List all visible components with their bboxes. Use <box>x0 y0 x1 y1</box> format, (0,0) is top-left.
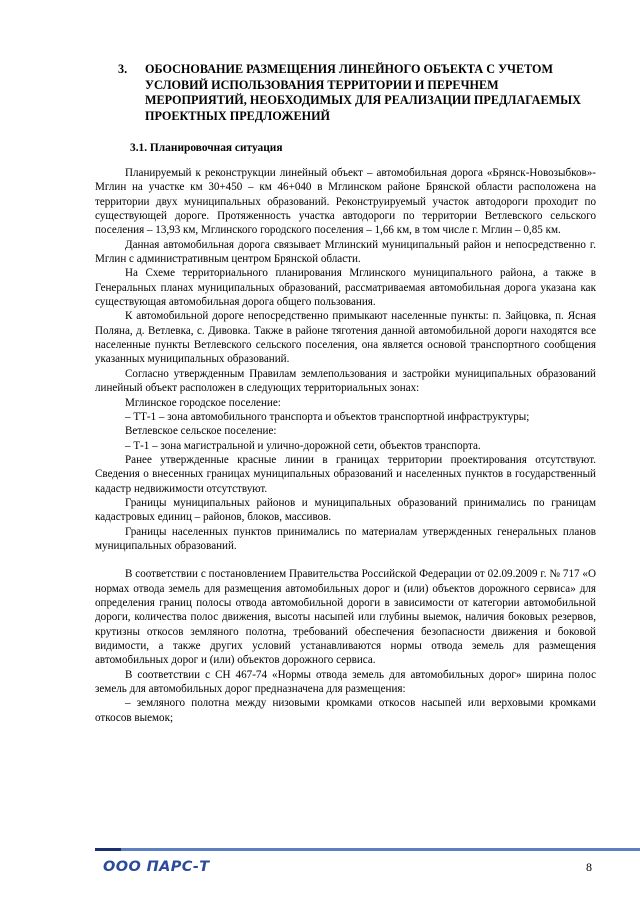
paragraph: Границы населенных пунктов принимались по материалам утвержденных генеральных планов муниципальных образований. <box>95 525 596 552</box>
section-number: 3. <box>118 62 128 76</box>
paragraph: Данная автомобильная дорога связывает Мглинский муниципальный район и непосредственно г. Мглин с административным центром Брянской области. <box>95 238 596 266</box>
paragraph: К автомобильной дороге непосредственно примыкают населенные пункты: п. Зайцовка, п. Ясная Поляна, д. Ветлевка, с. Дивовка. Также в районе тяготения данной автомобильной дороги находятся все населенные пункты Ветлевского сельского поселения, она является основой транспортного сообщения указанных муниципальных образований. <box>95 310 596 366</box>
paragraph: В соответствии с СН 467-74 «Нормы отвода земель для автомобильных дорог» ширина полос земель для автомобильных дорог предназначена для размещения: <box>95 668 596 696</box>
section-heading <box>118 62 588 124</box>
paragraph: Ветлевское сельское поселение: <box>125 425 277 438</box>
paragraph: Мглинское городское поселение: <box>125 396 281 409</box>
page-number: 8 <box>586 860 592 874</box>
paragraph: На Схеме территориального планирования Мглинского муниципального района, а также в Генеральных планах муниципальных образований, рассматриваемая автомобильная дорога указана как существующая автомобильная дорога общего пользования. <box>95 267 596 309</box>
body-text <box>95 166 596 725</box>
paragraph: В соответствии с постановлением Правительства Российской Федерации от 02.09.2009 г. № 717 «О нормах отвода земель для размещения автомобильных дорог и (или) объектов дорожного сервиса» для определения границ полосы отвода автомобильной дороги в зависимости от категории автомобильной дороги, количества полос движения, высоты насыпей или глубины выемок, наличия боковых резервов, крутизны откосов земляного полотна, требований обеспечения безопасности движения и боковой видимости, а также других условий устанавливаются нормы отвода земель для размещения автомобильных дорог и (или) объектов дорожного сервиса. <box>95 568 596 667</box>
section-title: ОБОСНОВАНИЕ РАЗМЕЩЕНИЯ ЛИНЕЙНОГО ОБЪЕКТА С УЧЕТОМ УСЛОВИЙ ИСПОЛЬЗОВАНИЯ ТЕРРИТОРИИ И ПЕРЕЧНЕМ МЕРОПРИЯТИЙ, НЕОБХОДИМЫХ ДЛЯ РЕАЛИЗАЦИИ ПРЕДЛАГАЕМЫХ ПРОЕКТНЫХ ПРЕДЛОЖЕНИЙ <box>145 62 581 123</box>
list-item: – земляного полотна между низовыми кромками откосов насыпей или верховыми кромками откосов выемок; <box>95 697 596 724</box>
paragraph: Ранее утвержденные красные линии в границах территории проектирования отсутствуют. Сведения о внесенных границах муниципальных образований и населенных пунктов в государственный кадастр недвижимости отсутствуют. <box>95 453 596 495</box>
paragraph: Границы муниципальных районов и муниципальных образований принимались по границам кадастровых единиц – районов, блоков, массивов. <box>95 496 596 524</box>
footer-divider-accent <box>95 848 121 851</box>
list-item: – ТТ-1 – зона автомобильного транспорта и объектов транспортной инфраструктуры; <box>125 410 530 423</box>
paragraph: Планируемый к реконструкции линейный объект – автомобильная дорога «Брянск-Новозыбков»-Мглин на участке км 30+450 – км 46+040 в Мглинском районе Брянской области расположена на территории двух муниципальных образований. Реконструируемый участок автодороги проходит по существующей дороге. Протяженность участка автодороги по территории Ветлевского сельского поселения – 13,93 км, Мглинского городского поселения – 1,66 км, в том числе г. Мглин – 0,85 км. <box>95 167 596 237</box>
paragraph: Согласно утвержденным Правилам землепользования и застройки муниципальных образований линейный объект расположен в следующих территориальных зонах: <box>95 367 596 395</box>
footer-divider <box>95 848 640 851</box>
company-logo: ООО ПАРС-Т <box>103 859 210 875</box>
list-item: – Т-1 – зона магистральной и улично-дорожной сети, объектов транспорта. <box>125 439 481 452</box>
subsection-title: 3.1. Планировочная ситуация <box>130 142 283 154</box>
